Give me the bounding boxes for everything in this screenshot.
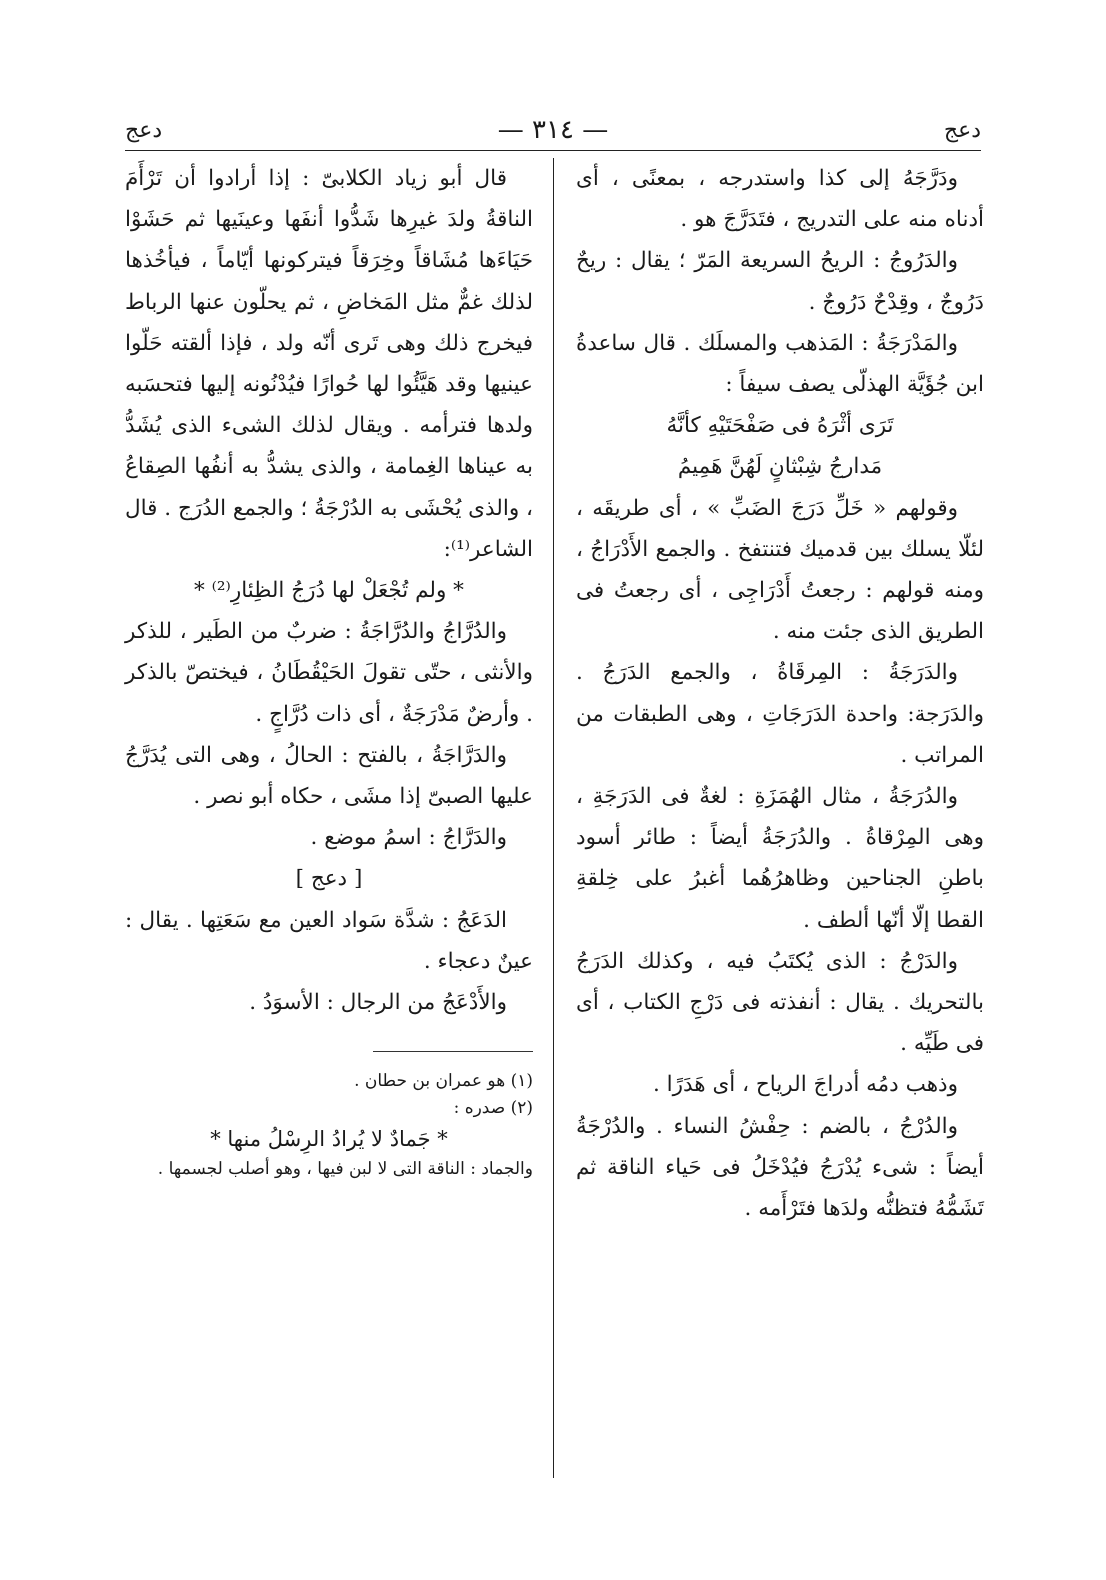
page-header [125,110,981,150]
header-rule [125,150,981,151]
header-right-keyword: دعج [943,117,981,143]
paragraph: قال أبو زياد الكلابىّ : إذا أرادوا أن تَرْأَمَ الناقةُ ولدَ غيرِها شَدُّوا أنفَها وعينَيها ثم حَشَوْا حَيَاءَها مُشَاقاً وخِرَقاً فيتركونها أيّاماً ، فيأخُذها لذلك غمٌّ مثل المَخاضِ ، ثم يحلّون عنها الرباط فيخرج ذلك وهى تَرى أنّه ولد ، فإذا ألقته حَلّوا عينيها وقد هَيَّئُوا لها حُوارًا فيُدْنُونه إليها فتحسَبه ولدها فترأمه . ويقال لذلك الشىء الذى يُشَدُّ به عيناها الغِمامة ، والذى يشدُّ به أنفُها الصِقاعُ ، والذى يُحْشَى به الدُرْجَةُ ؛ والجمع الدُرَج . قال الشاعر⁽¹⁾: [125,166,533,562]
footnote: (٢) صدره : [453,1098,533,1119]
paragraph: والدَرَجَةُ : المِرقَاةُ ، والجمع الدَرَجُ . والدَرَجة: واحدة الدَرَجَاتِ ، وهى الطبقات من المراتب . [576,660,984,768]
paragraph: الدَعَجُ : شدَّة سَواد العين مع سَعَتِها . يقال : عينٌ دعجاء . [125,907,533,974]
header-left-keyword: دعج [125,117,163,143]
footnote: (١) هو عمران بن حطان . [354,1071,533,1092]
paragraph: والأَدْعَجُ من الرجال : الأسوَدُ . [249,990,507,1016]
paragraph: والدَرُوجُ : الريحُ السريعة المَرّ ؛ يقال : ريحٌ دَرُوجٌ ، وقِدْحٌ دَرُوجٌ . [576,248,984,315]
paragraph: والدَرَّاجَةُ ، بالفتح : الحالُ ، وهى التى يُدَرَّجُ عليها الصبىّ إذا مشَى ، حكاه أبو نصر . [125,742,533,810]
paragraph: ودَرَّجَهُ إلى كذا واستدرجه ، بمعنًى ، أى أدناه منه على التدريج ، فتَدَرَّجَ هو . [576,166,984,233]
paragraph: والدَرَّاجُ : اسمُ موضع . [310,825,507,851]
section-heading: [ دعج ] [295,866,363,892]
verse-line: * ولم تُجْعَلْ لها دُرَجُ الظِئارِ⁽²⁾ * [194,578,464,604]
paragraph: والمَدْرَجَةُ : المَذهب والمسلَك . قال ساعدةُ ابن جُؤَيَّة الهذلّى يصف سيفاً : [576,330,984,398]
footnote-verse: * جَمادٌ لا يُرادُ الرِسْلُ منها * [210,1127,448,1152]
footnote-gloss: والجماد : الناقة التى لا لبن فيها ، وهو أصلب لجسمها . [157,1159,533,1180]
column-divider [553,158,554,1478]
paragraph: والدَرْجُ : الذى يُكتَبُ فيه ، وكذلك الدَرَجُ بالتحريك . يقال : أنفذته فى دَرْجِ الكتاب ، أى فى طَيِّه . [576,948,984,1057]
page-number: — ٣١٤ — [497,115,609,145]
paragraph: والدُرَجَةُ ، مثال الهُمَزَةِ : لغةٌ فى الدَرَجَةِ ، وهى المِرْقاةُ . والدُرَجَةُ أيضاً : طائر أسود باطنِ الجناحين وظاهرُهُما أغبرُ على خِلقةِ القطا إلّا أنّها ألطف . [576,784,984,933]
verse-line: مَدارجُ شِبْثانٍ لَهُنَّ هَمِيمُ [677,454,883,480]
verse-line: تَرَى أثْرَهُ فى صَفْحَتَيْهِ كأنَّهُ [666,413,894,439]
right-column [576,158,984,1229]
paragraph: والدُرَّاجُ والدُرَّاجَةُ : ضربٌ من الطَير ، للذكر والأنثى ، حتّى تقولَ الحَيْقُطَانُ ، فيختصّ بالذكر . وأرضٌ مَدْرَجَةٌ ، أى ذات دُرَّاجٍ . [125,619,533,727]
paragraph: وذهب دمُه أدراجَ الرياح ، أى هَدَرًا . [653,1072,958,1098]
paragraph: وقولهم « خَلِّ دَرَجَ الضَبِّ » ، أى طريقَه ، لئلّا يسلك بين قدميك فتنتفخ . والجمع الأَدْرَاجُ ، ومنه قولهم : رجعتُ أَدْرَاجِى ، أى رجعتُ فى الطريق الذى جئت منه . [576,495,984,645]
paragraph: والدُرْجُ ، بالضم : حِفْشُ النساء . والدُرْجَةُ أيضاً : شىء يُدْرَجُ فيُدْخَلُ فى حَياء الناقة ثم تَشَمُّهُ فتظنُّه ولدَها فتَرْأَمه . [576,1113,984,1222]
footnote-rule [373,1051,533,1052]
left-column [125,158,533,1183]
